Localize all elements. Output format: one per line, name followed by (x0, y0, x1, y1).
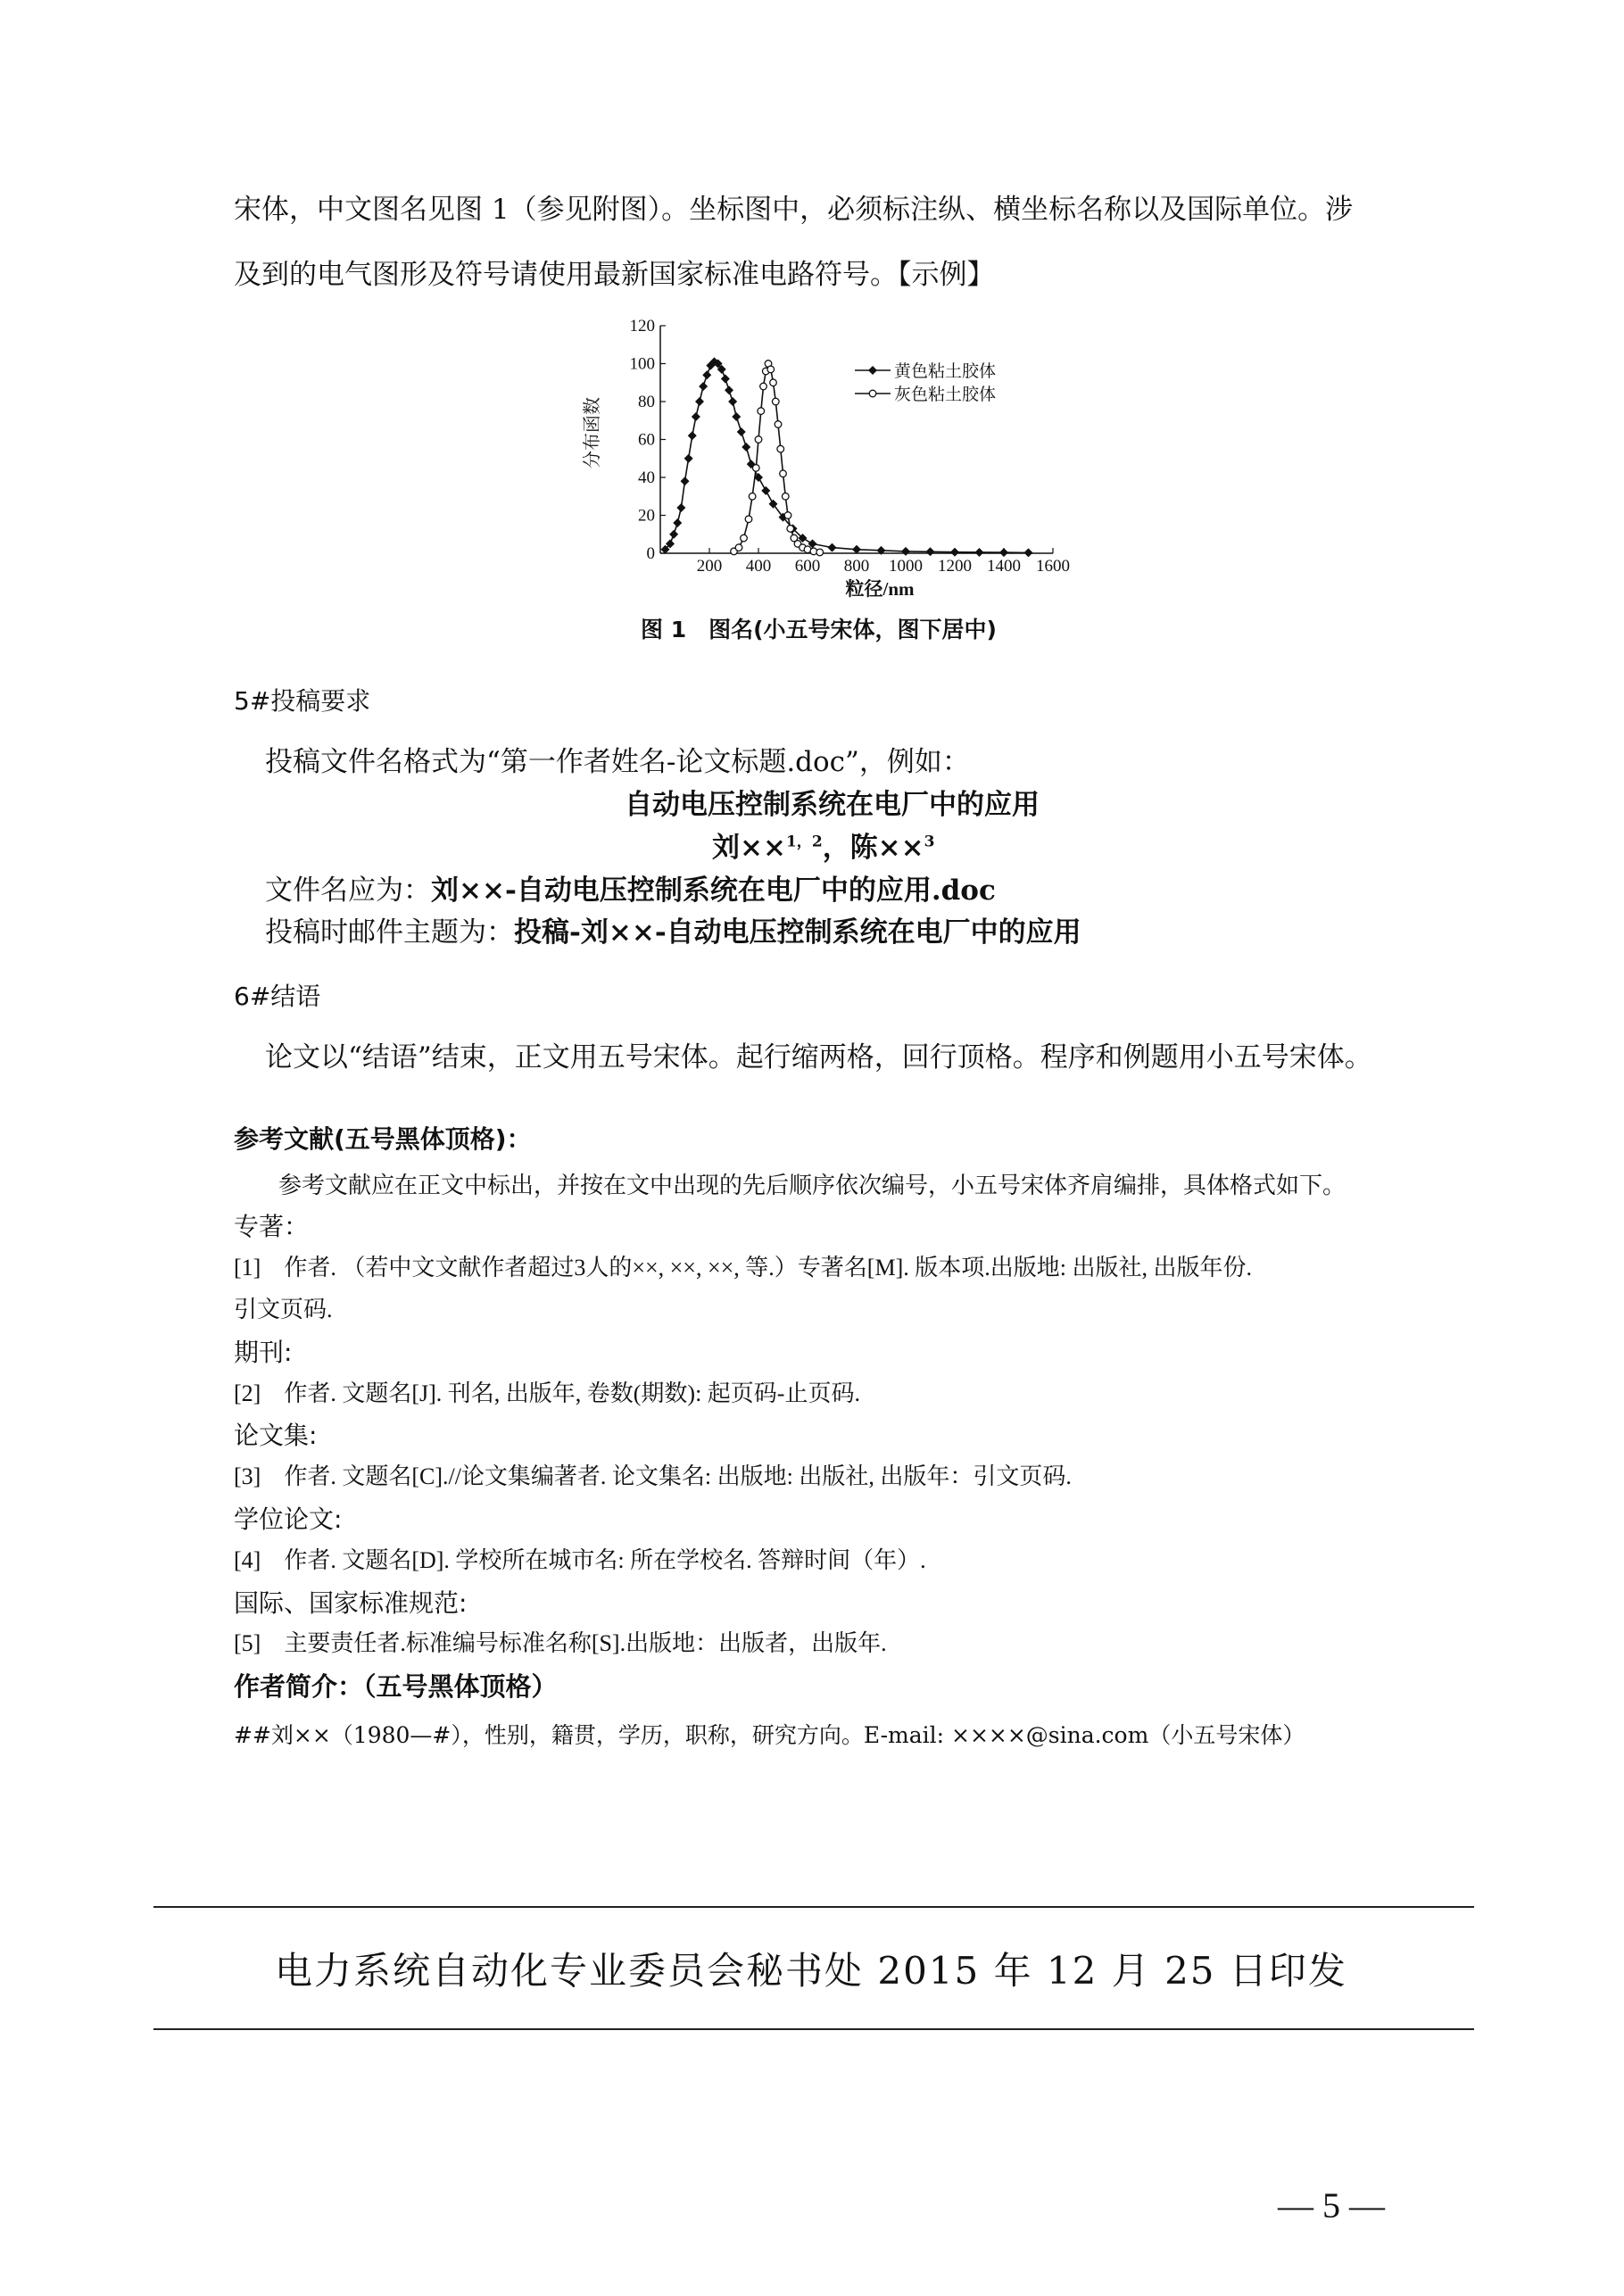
data-point-diamond (732, 412, 741, 421)
x-tick-label: 800 (843, 557, 870, 576)
author-2: ，陈×× (822, 832, 924, 864)
x-tick-label: 400 (745, 557, 772, 576)
references-intro: 参考文献应在正文中标出，并按在文中出现的先后顺序依次编号，小五号宋体齐肩编排，具体格式如下。 (278, 1173, 1346, 1198)
series-line-2 (734, 364, 820, 552)
footer-top-rule (153, 1906, 1474, 1908)
data-point-circle (772, 398, 779, 405)
footer-bottom-rule (153, 2028, 1474, 2030)
data-point-circle (782, 493, 789, 500)
data-point-diamond (676, 503, 685, 512)
data-point-circle (752, 465, 759, 472)
data-point-diamond (692, 412, 700, 421)
x-tick-label: 1000 (889, 557, 923, 576)
ref-category-proceedings: 论文集: (234, 1421, 318, 1450)
legend-label-1: 黄色粘土胶体 (894, 362, 997, 381)
reference-1-line-1: [1] 作者. （若中文文献作者超过3人的××, ××, ××, 等.）专著名[M]. 版本项.出版地: 出版社, 出版年份. (234, 1255, 1252, 1281)
y-tick-label: 40 (638, 468, 655, 487)
example-authors (712, 830, 935, 866)
chart-axes (630, 317, 1071, 576)
data-point-diamond (926, 547, 935, 556)
filename-label: 文件名应为： (265, 874, 431, 907)
data-point-diamond (681, 477, 690, 485)
data-point-circle (767, 366, 775, 373)
ref-category-monograph: 专著： (234, 1212, 310, 1241)
data-point-circle (784, 512, 791, 519)
data-point-circle (755, 436, 762, 443)
author-bio-text: ##刘××（1980—#），性别，籍贯，学历，职称，研究方向。E-mail: ××××@sina.com（小五号宋体） (234, 1722, 1305, 1748)
author-1: 刘×× (712, 832, 786, 864)
page-number: — 5 — (1278, 2185, 1385, 2226)
data-point-diamond (975, 548, 984, 557)
legend-marker-diamond (868, 366, 877, 375)
filename-line (265, 873, 996, 908)
section-5-heading: 5#投稿要求 (234, 686, 371, 716)
data-point-diamond (737, 427, 746, 436)
data-point-diamond (999, 548, 1008, 557)
ref-category-standards: 国际、国家标准规范: (234, 1588, 468, 1618)
data-point-circle (760, 383, 767, 390)
data-point-circle (777, 445, 784, 452)
email-subject-value: 投稿-刘××-自动电压控制系统在电厂中的应用 (514, 916, 1081, 949)
y-tick-label: 120 (629, 317, 655, 336)
data-point-circle (749, 493, 756, 500)
reference-2: [2] 作者. 文题名[J]. 刊名, 出版年, 卷数(期数): 起页码-止页码. (234, 1380, 860, 1406)
data-point-circle (787, 526, 794, 533)
data-point-diamond (901, 547, 910, 556)
reference-3: [3] 作者. 文题名[C].//论文集编著者. 论文集名: 出版地: 出版社, 出版年：引文页码. (234, 1463, 1072, 1489)
data-point-diamond (721, 375, 730, 384)
data-point-circle (775, 421, 782, 428)
data-point-diamond (684, 454, 693, 463)
reference-1-line-2: 引文页码. (234, 1297, 333, 1322)
data-point-diamond (669, 530, 678, 539)
reference-4: [4] 作者. 文题名[D]. 学校所在城市名: 所在学校名. 答辩时间（年）. (234, 1547, 926, 1573)
data-point-circle (745, 516, 752, 523)
x-tick-label: 200 (696, 557, 723, 576)
email-subject-label: 投稿时邮件主题为： (265, 916, 514, 949)
data-point-diamond (742, 443, 750, 452)
section-6-paragraph: 论文以“结语”结束，正文用五号宋体。起行缩两格，回行顶格。程序和例题用小五号宋体。 (265, 1041, 1372, 1073)
ref-category-thesis: 学位论文: (234, 1504, 343, 1534)
data-point-diamond (950, 548, 959, 557)
data-point-diamond (699, 382, 708, 391)
data-point-diamond (695, 397, 704, 406)
data-point-diamond (1024, 548, 1033, 557)
figure-1-chart (571, 308, 1071, 602)
figure-caption: 图 1 图名(小五号宋体，图下居中) (641, 617, 997, 642)
email-subject-line (265, 915, 1081, 950)
data-point-circle (770, 379, 777, 386)
section-5-paragraph: 投稿文件名格式为“第一作者姓名-论文标题.doc”，例如： (265, 746, 970, 778)
data-point-diamond (725, 385, 733, 394)
chart-legend (855, 361, 996, 404)
y-tick-label: 0 (646, 544, 655, 563)
data-point-circle (735, 544, 742, 551)
x-tick-label: 1400 (987, 557, 1021, 576)
intro-line-2: 及到的电气图形及符号请使用最新国家标准电路符号。【示例】 (234, 259, 995, 291)
data-point-diamond (761, 486, 770, 495)
data-point-circle (816, 549, 824, 556)
filename-value: 刘××-自动电压控制系统在电厂中的应用.doc (431, 874, 996, 907)
data-point-diamond (828, 543, 837, 552)
author-2-affiliation: 3 (924, 833, 935, 851)
chart-x-axis-label: 粒径/nm (845, 578, 915, 600)
legend-marker-circle (869, 390, 876, 397)
references-heading: 参考文献(五号黑体顶格)： (234, 1124, 532, 1154)
data-point-circle (780, 470, 787, 477)
example-paper-title: 自动电压控制系统在电厂中的应用 (625, 789, 1040, 821)
ref-category-journal: 期刊: (234, 1338, 293, 1367)
data-point-diamond (673, 518, 682, 527)
y-tick-label: 20 (638, 506, 655, 526)
y-tick-label: 100 (629, 354, 655, 374)
x-tick-label: 1200 (938, 557, 972, 576)
chart-y-axis-label: 分布函数 (583, 397, 602, 468)
legend-label-2: 灰色粘土胶体 (894, 385, 997, 404)
data-point-diamond (688, 431, 697, 440)
data-point-diamond (728, 397, 737, 406)
x-tick-label: 1600 (1036, 557, 1070, 576)
data-point-circle (741, 535, 748, 542)
intro-line-1: 宋体，中文图名见图 1（参见附图）。坐标图中，必须标注纵、横坐标名称以及国际单位。涉 (234, 194, 1354, 226)
footer-issuer: 电力系统自动化专业委员会秘书处 2015 年 12 月 25 日印发 (275, 1949, 1347, 1993)
reference-5: [5] 主要责任者.标准编号标准名称[S].出版地：出版者，出版年. (234, 1630, 887, 1656)
author-bio-heading: 作者简介：（五号黑体顶格） (234, 1671, 558, 1702)
y-tick-label: 80 (638, 393, 655, 411)
data-point-diamond (702, 370, 711, 379)
x-tick-label: 600 (794, 557, 821, 576)
data-point-circle (758, 408, 765, 415)
author-1-affiliation: 1，2 (785, 833, 823, 851)
section-6-heading: 6#结语 (234, 982, 321, 1011)
y-tick-label: 60 (638, 430, 655, 450)
